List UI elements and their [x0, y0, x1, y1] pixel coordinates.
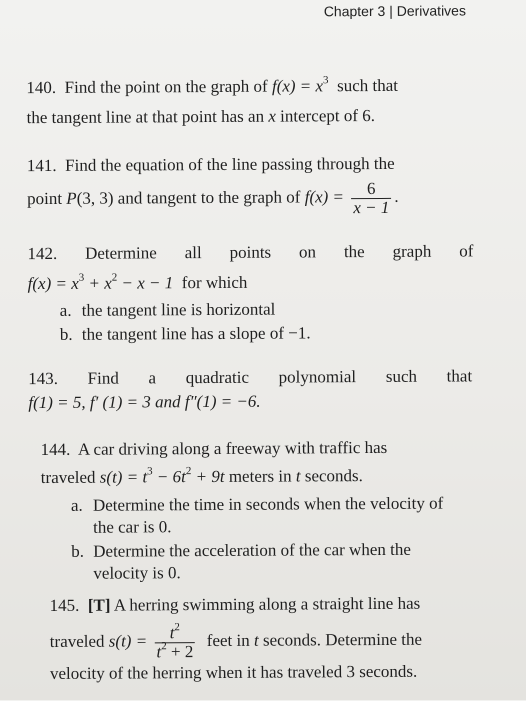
problem-142 [27, 236, 474, 347]
problem-145-line-3: velocity of the herring when it has traveled 3 seconds. [49, 661, 418, 683]
problem-145 [49, 588, 470, 685]
problem-number: 141. [26, 155, 57, 176]
problem-number: 142. [27, 243, 58, 264]
problem-142-part-b: b. the tangent line has a slope of −1. [59, 323, 311, 344]
problem-145-line-2: traveled s(t) = $\frac{t^2}{t^2 + 2}$ feet in t seconds. Determine the [49, 620, 423, 661]
chapter-header: Chapter 3 | Derivatives [323, 2, 466, 20]
problem-144-line-2: traveled $s(t) = t^3 - 6t^2 + 9t$ meters in t seconds. [40, 465, 363, 488]
problem-145-line-1: 145. [T] A herring swimming along a straight line has [49, 593, 421, 615]
problem-144-line-1: 144. A car driving along a freeway with traffic has [40, 437, 388, 460]
fraction: $\frac{6}{x - 1}$ [353, 178, 390, 217]
problem-143-line-2: f(1) = 5, f′ (1) = 3 and f″(1) = −6. [28, 391, 261, 413]
problem-number: 145. [49, 595, 80, 615]
problem-141-line-1: 141. Find the equation of the line passing through the [26, 153, 395, 176]
problem-143 [28, 364, 472, 415]
problem-143-line-1: 143. Find a quadratic polynomial such that [28, 364, 472, 391]
problem-144-part-a: a. Determine the time in seconds when the velocity of the car is 0. [70, 493, 444, 537]
problem-141-line-2: point P(3, 3) and tangent to the graph of f(x) = $\frac{6}{x - 1}$ . [27, 178, 399, 217]
problem-number: 140. [26, 77, 57, 98]
problem-144-part-b: b. Determine the acceleration of the car when the velocity is 0. [71, 539, 411, 583]
problem-140 [26, 70, 476, 133]
problem-142-part-a: a. the tangent line is horizontal [59, 299, 276, 320]
problem-142-line-2: $f(x) = x^3 + x^2 - x - 1$ for which [27, 271, 248, 294]
problem-number: 144. [40, 439, 71, 460]
problem-140-line-2: the tangent line at that point has an x intercept of 6. [26, 105, 376, 128]
problem-141 [27, 148, 475, 218]
problem-144 [41, 432, 472, 585]
fraction: $\frac{t^2}{t^2 + 2}$ [156, 620, 194, 661]
problem-140-line-1: 140. Find the point on the graph of $f(x) = x^3$ such that [26, 74, 399, 98]
problem-142-line-1: 142. Determine all points on the graph of [27, 236, 473, 269]
problem-number: 143. [28, 368, 58, 389]
